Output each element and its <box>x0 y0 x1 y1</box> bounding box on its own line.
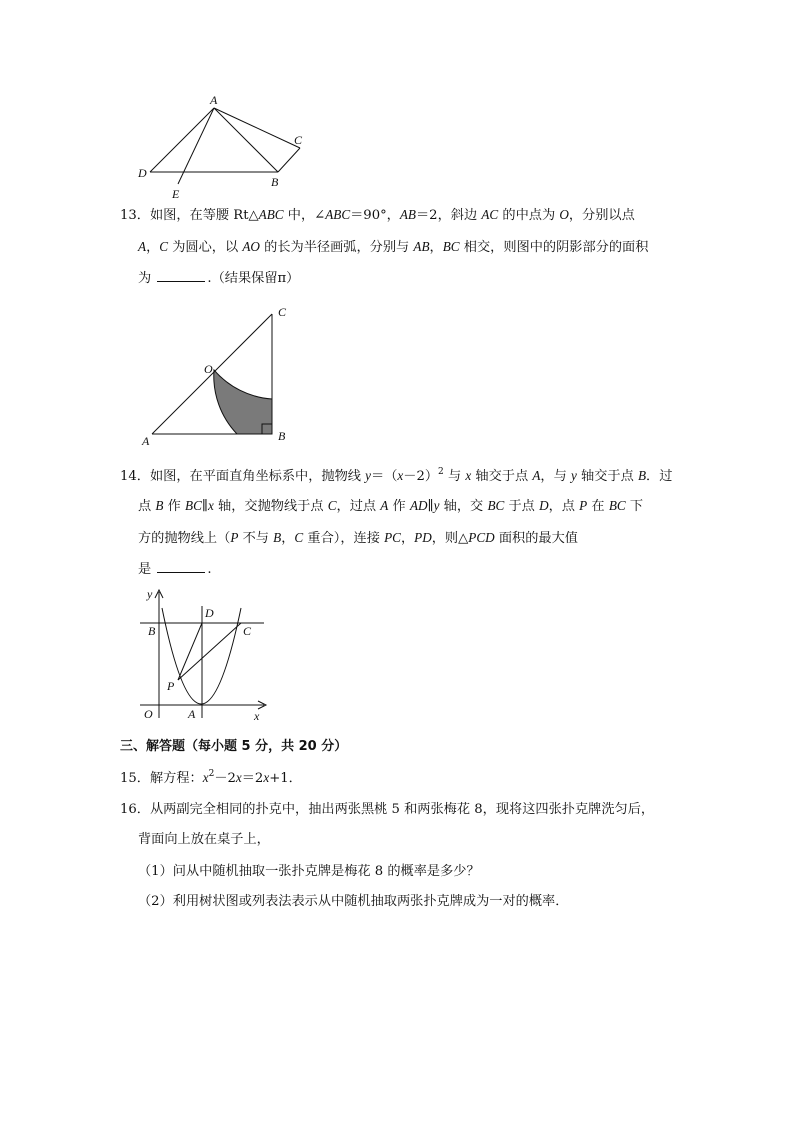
q14-line-2 <box>138 496 643 517</box>
q14-math: PD <box>414 530 432 545</box>
q14-text: 面积的最大值 <box>494 531 578 546</box>
q14-math: x <box>207 498 214 513</box>
label-c: C <box>294 133 303 147</box>
q14-text: 作 <box>388 499 410 514</box>
q16-text: ．从两副完全相同的扑克中，抽出两张黑桃 5 和两张梅花 8，现将这四张扑克牌洗匀后， <box>136 802 655 817</box>
segment-ab <box>214 108 278 172</box>
q13-text: 中，∠ <box>283 208 326 223</box>
q15-text: +1． <box>269 771 302 786</box>
label-c: C <box>278 305 287 319</box>
q14-math: D <box>539 498 549 513</box>
label-b: B <box>271 175 279 189</box>
q13-text: .（结果保留π） <box>207 271 300 286</box>
q14-line-4 <box>138 560 212 580</box>
q14-math: B <box>273 530 282 545</box>
q16-line-2: 背面向上放在桌子上， <box>138 832 270 847</box>
q14-text: . <box>207 562 212 577</box>
q14-math: A <box>380 498 389 513</box>
q14-math: C <box>294 530 304 545</box>
q14-text: 轴交于点 <box>471 469 533 484</box>
q13-line-2 <box>138 237 648 258</box>
q14-text: ，过点 <box>336 499 381 514</box>
q14-text: 重合），连接 <box>303 531 385 546</box>
figure-parabola-coordinate <box>130 584 280 724</box>
q15-line <box>120 768 302 789</box>
label-d: D <box>205 606 214 620</box>
segment-ae <box>178 108 214 184</box>
q14-text: 轴，交抛物线于点 <box>213 499 328 514</box>
q15-text: －2 <box>214 771 236 786</box>
q14-math: x <box>397 468 404 483</box>
q13-text: 的中点为 <box>498 208 560 223</box>
q15-math: x <box>263 770 270 785</box>
label-e: E <box>172 187 180 201</box>
q13-math: ABC <box>258 207 284 222</box>
q13-text: 的长为半径画弧，分别与 <box>259 240 414 255</box>
q13-math: AC <box>481 207 499 222</box>
q13-math: AB <box>413 239 430 254</box>
q14-math: B <box>155 498 164 513</box>
label-o: O <box>144 707 153 721</box>
segment-pd <box>178 623 202 680</box>
answer-blank[interactable] <box>157 560 205 573</box>
label-a: A <box>210 93 218 107</box>
segment-cb <box>278 148 300 172</box>
q13-text: ．如图，在等腰 Rt△ <box>136 208 259 223</box>
q14-text: －2） <box>403 469 439 484</box>
label-x: x <box>254 709 260 723</box>
q13-math: AB <box>399 207 416 222</box>
q14-math: y <box>570 468 577 483</box>
label-d: D <box>138 166 147 180</box>
q15-number: 15 <box>120 771 137 786</box>
q14-math: PCD <box>468 530 495 545</box>
q13-text: ＝90°， <box>350 208 400 223</box>
q14-math: C <box>327 498 337 513</box>
q14-text: ．如图，在平面直角坐标系中，抛物线 <box>136 469 366 484</box>
q13-text: 为圆心，以 <box>168 240 243 255</box>
exponent: 2 <box>438 467 444 477</box>
q14-text: ，与 <box>540 469 571 484</box>
q14-math: x <box>465 468 472 483</box>
exponent: 2 <box>208 769 215 779</box>
label-c: C <box>243 624 252 638</box>
q16-line-1 <box>120 800 654 820</box>
q13-math: ABC <box>325 207 351 222</box>
q14-text: 下 <box>625 499 644 514</box>
q13-math: C <box>159 239 169 254</box>
q14-text: 是 <box>138 562 156 577</box>
q15-text: ．解方程： <box>136 771 203 786</box>
q14-text: 点 <box>138 499 156 514</box>
q14-text: 轴交于点 <box>576 469 638 484</box>
q14-text: ， <box>281 531 295 546</box>
q14-number: 14 <box>120 469 137 484</box>
q14-text: ，点 <box>548 499 580 514</box>
segment-pc <box>178 623 241 680</box>
q13-math: BC <box>442 239 460 254</box>
label-o: O <box>204 362 213 376</box>
q15-math: x <box>235 770 242 785</box>
q16-number: 16 <box>120 802 137 817</box>
segment-ac <box>214 108 300 148</box>
q14-text: 不与 <box>238 531 274 546</box>
q14-math: BC <box>487 498 505 513</box>
section-heading: 三、解答题（每小题 5 分，共 20 分） <box>120 739 348 754</box>
q13-text: ，分别以点 <box>568 208 635 223</box>
q14-math: BC <box>185 498 202 513</box>
q14-text: 于点 <box>504 499 540 514</box>
q15-math: x <box>202 770 209 785</box>
q14-text: ， <box>400 531 415 546</box>
label-p: P <box>167 679 175 693</box>
q14-math: y <box>365 468 372 483</box>
q14-text: ∥ <box>427 499 434 514</box>
label-a: A <box>142 434 150 448</box>
q16-part-1: （1）问从中随机抽取一张扑克牌是梅花 8 的概率是多少？ <box>138 864 480 879</box>
q14-math: P <box>579 498 588 513</box>
q13-text: ， <box>146 240 160 255</box>
q14-math: B <box>637 468 647 483</box>
q14-text: ，则△ <box>431 531 469 546</box>
q14-text: 作 <box>163 499 186 514</box>
q13-number: 13 <box>120 208 137 223</box>
label-a: A <box>188 707 196 721</box>
label-b: B <box>278 429 286 443</box>
q15-text: ＝2 <box>241 771 264 786</box>
q14-text: 方的抛物线上（ <box>138 531 231 546</box>
q14-text: 在 <box>587 499 609 514</box>
q13-text: 为 <box>138 271 156 286</box>
label-y: y <box>147 587 153 601</box>
q13-math: A <box>138 239 147 254</box>
figure-isosceles-right-triangle <box>130 298 300 450</box>
q14-line-1 <box>120 466 672 487</box>
q13-text: ＝2，斜边 <box>416 208 482 223</box>
label-b: B <box>148 624 156 638</box>
q16-part-2: （2）利用树状图或列表法表示从中随机抽取两张扑克牌成为一对的概率． <box>138 894 569 909</box>
segment-da <box>150 108 214 172</box>
q14-math: P <box>230 530 239 545</box>
q13-line-3 <box>138 269 299 289</box>
q14-text: 与 <box>443 469 466 484</box>
q14-math: y <box>433 498 440 513</box>
q14-text: ∥ <box>201 499 208 514</box>
q14-line-3 <box>138 528 578 549</box>
q14-text: 轴，交 <box>439 499 488 514</box>
q14-math: AD <box>409 498 428 513</box>
q13-text: ， <box>429 240 443 255</box>
q13-math: O <box>559 207 569 222</box>
q14-text: ＝（ <box>371 469 398 484</box>
q14-math: A <box>532 468 541 483</box>
q13-math: AO <box>242 239 260 254</box>
q14-math: PC <box>384 530 401 545</box>
figure-quadrilateral <box>130 92 310 204</box>
answer-blank[interactable] <box>157 269 205 282</box>
q13-line-1 <box>120 205 635 226</box>
q14-text: ．过 <box>646 469 673 484</box>
q14-math: BC <box>608 498 626 513</box>
q13-text: 相交，则图中的阴影部分的面积 <box>459 240 649 255</box>
